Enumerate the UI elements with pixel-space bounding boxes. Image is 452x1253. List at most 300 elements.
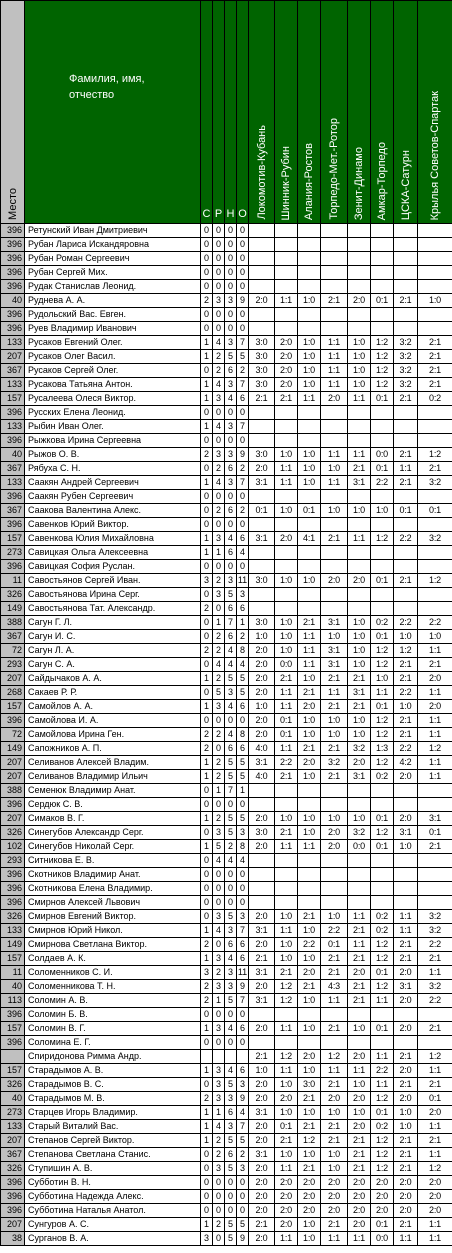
score-cell[interactable]: 1:0 bbox=[348, 812, 371, 826]
score-cell[interactable] bbox=[275, 490, 298, 504]
place-cell[interactable]: 207 bbox=[1, 350, 25, 364]
score-cell[interactable]: 1:0 bbox=[321, 462, 348, 476]
stat-o-cell[interactable]: 0 bbox=[237, 868, 249, 882]
score-cell[interactable]: 1:1 bbox=[275, 1064, 298, 1078]
score-cell[interactable] bbox=[275, 266, 298, 280]
stat-o-cell[interactable]: 0 bbox=[237, 1176, 249, 1190]
stat-o-cell[interactable]: 11 bbox=[237, 574, 249, 588]
score-cell[interactable]: 0:1 bbox=[371, 574, 394, 588]
place-cell[interactable]: 326 bbox=[1, 1162, 25, 1176]
stat-o-cell[interactable]: 7 bbox=[237, 924, 249, 938]
stat-r-cell[interactable]: 0 bbox=[213, 406, 225, 420]
score-cell[interactable]: 2:1 bbox=[321, 1134, 348, 1148]
stat-s-cell[interactable]: 1 bbox=[201, 770, 213, 784]
score-cell[interactable]: 1:1 bbox=[321, 378, 348, 392]
score-cell[interactable]: 2:0 bbox=[249, 1176, 275, 1190]
score-cell[interactable]: 0:1 bbox=[321, 938, 348, 952]
stat-o-cell[interactable]: 2 bbox=[237, 630, 249, 644]
score-cell[interactable]: 0:0 bbox=[371, 448, 394, 462]
score-cell[interactable] bbox=[249, 434, 275, 448]
header-match-3[interactable]: Алания-Ростов bbox=[298, 1, 321, 224]
score-cell[interactable]: 2:0 bbox=[348, 1190, 371, 1204]
score-cell[interactable]: 0:1 bbox=[418, 1092, 452, 1106]
stat-o-cell[interactable]: 9 bbox=[237, 448, 249, 462]
name-cell[interactable]: Рыжов О. В. bbox=[25, 448, 201, 462]
score-cell[interactable]: 2:1 bbox=[394, 1078, 418, 1092]
score-cell[interactable] bbox=[371, 266, 394, 280]
score-cell[interactable]: 3:1 bbox=[348, 770, 371, 784]
stat-s-cell[interactable]: 0 bbox=[201, 224, 213, 238]
score-cell[interactable] bbox=[275, 518, 298, 532]
score-cell[interactable]: 1:0 bbox=[275, 1148, 298, 1162]
score-cell[interactable]: 2:1 bbox=[348, 952, 371, 966]
score-cell[interactable]: 2:0 bbox=[321, 392, 348, 406]
score-cell[interactable] bbox=[321, 252, 348, 266]
stat-r-cell[interactable]: 4 bbox=[213, 1120, 225, 1134]
place-cell[interactable]: 149 bbox=[1, 602, 25, 616]
score-cell[interactable]: 1:0 bbox=[321, 630, 348, 644]
score-cell[interactable]: 2:0 bbox=[321, 1204, 348, 1218]
place-cell[interactable]: 396 bbox=[1, 266, 25, 280]
stat-r-cell[interactable]: 2 bbox=[213, 574, 225, 588]
stat-o-cell[interactable]: 0 bbox=[237, 490, 249, 504]
score-cell[interactable]: 1:0 bbox=[298, 364, 321, 378]
score-cell[interactable]: 1:0 bbox=[275, 630, 298, 644]
score-cell[interactable] bbox=[321, 518, 348, 532]
score-cell[interactable] bbox=[249, 280, 275, 294]
score-cell[interactable]: 2:1 bbox=[298, 742, 321, 756]
score-cell[interactable]: 0:1 bbox=[418, 826, 452, 840]
stat-r-cell[interactable]: 3 bbox=[213, 294, 225, 308]
place-cell[interactable]: 133 bbox=[1, 476, 25, 490]
stat-r-cell[interactable]: 4 bbox=[213, 854, 225, 868]
name-cell[interactable]: Рубан Лариса Искандяровна bbox=[25, 238, 201, 252]
place-cell[interactable]: 396 bbox=[1, 434, 25, 448]
stat-o-cell[interactable]: 6 bbox=[237, 700, 249, 714]
score-cell[interactable]: 2:2 bbox=[298, 938, 321, 952]
name-cell[interactable]: Симаков В. Г. bbox=[25, 812, 201, 826]
stat-r-cell[interactable]: 2 bbox=[213, 1148, 225, 1162]
score-cell[interactable]: 3:1 bbox=[394, 826, 418, 840]
place-cell[interactable]: 396 bbox=[1, 224, 25, 238]
score-cell[interactable] bbox=[321, 1036, 348, 1050]
score-cell[interactable]: 3:2 bbox=[418, 980, 452, 994]
stat-n-cell[interactable]: 0 bbox=[225, 224, 237, 238]
header-stat-n[interactable]: Н bbox=[225, 1, 237, 224]
score-cell[interactable]: 2:0 bbox=[249, 910, 275, 924]
name-cell[interactable]: Сердюк С. В. bbox=[25, 798, 201, 812]
score-cell[interactable]: 2:0 bbox=[249, 294, 275, 308]
score-cell[interactable]: 2:2 bbox=[321, 924, 348, 938]
place-cell[interactable]: 396 bbox=[1, 868, 25, 882]
score-cell[interactable]: 2:1 bbox=[348, 924, 371, 938]
name-cell[interactable]: Соломин В. Г. bbox=[25, 1022, 201, 1036]
place-cell[interactable]: 72 bbox=[1, 728, 25, 742]
name-cell[interactable]: Соломенников С. И. bbox=[25, 966, 201, 980]
place-cell[interactable]: 326 bbox=[1, 826, 25, 840]
stat-r-cell[interactable]: 0 bbox=[213, 1008, 225, 1022]
score-cell[interactable]: 1:1 bbox=[275, 294, 298, 308]
score-cell[interactable] bbox=[321, 560, 348, 574]
stat-o-cell[interactable]: 9 bbox=[237, 1092, 249, 1106]
score-cell[interactable] bbox=[394, 602, 418, 616]
stat-s-cell[interactable]: 0 bbox=[201, 784, 213, 798]
score-cell[interactable]: 3:2 bbox=[348, 742, 371, 756]
score-cell[interactable]: 3:1 bbox=[249, 532, 275, 546]
stat-s-cell[interactable]: 0 bbox=[201, 1176, 213, 1190]
stat-n-cell[interactable]: 6 bbox=[225, 1148, 237, 1162]
name-cell[interactable]: Старцев Игорь Владимир. bbox=[25, 1106, 201, 1120]
stat-n-cell[interactable]: 6 bbox=[225, 462, 237, 476]
score-cell[interactable] bbox=[298, 266, 321, 280]
stat-r-cell[interactable]: 0 bbox=[213, 868, 225, 882]
score-cell[interactable] bbox=[275, 420, 298, 434]
score-cell[interactable]: 2:1 bbox=[348, 672, 371, 686]
score-cell[interactable]: 1:2 bbox=[371, 756, 394, 770]
place-cell[interactable]: 326 bbox=[1, 1078, 25, 1092]
score-cell[interactable]: 2:0 bbox=[418, 1106, 452, 1120]
score-cell[interactable] bbox=[321, 896, 348, 910]
stat-o-cell[interactable]: 9 bbox=[237, 980, 249, 994]
stat-s-cell[interactable] bbox=[201, 1050, 213, 1064]
score-cell[interactable] bbox=[249, 308, 275, 322]
stat-o-cell[interactable]: 2 bbox=[237, 462, 249, 476]
stat-n-cell[interactable]: 3 bbox=[225, 966, 237, 980]
stat-o-cell[interactable]: 5 bbox=[237, 770, 249, 784]
score-cell[interactable]: 2:1 bbox=[298, 1092, 321, 1106]
score-cell[interactable]: 2:1 bbox=[321, 1022, 348, 1036]
stat-n-cell[interactable]: 6 bbox=[225, 938, 237, 952]
stat-r-cell[interactable]: 2 bbox=[213, 1134, 225, 1148]
stat-s-cell[interactable]: 0 bbox=[201, 238, 213, 252]
score-cell[interactable]: 2:1 bbox=[298, 910, 321, 924]
stat-s-cell[interactable]: 0 bbox=[201, 588, 213, 602]
name-cell[interactable]: Субботин В. Н. bbox=[25, 1176, 201, 1190]
stat-r-cell[interactable]: 2 bbox=[213, 1218, 225, 1232]
score-cell[interactable]: 1:0 bbox=[275, 1106, 298, 1120]
place-cell[interactable]: 273 bbox=[1, 1106, 25, 1120]
stat-s-cell[interactable]: 0 bbox=[201, 896, 213, 910]
score-cell[interactable] bbox=[394, 252, 418, 266]
score-cell[interactable]: 2:0 bbox=[275, 1092, 298, 1106]
score-cell[interactable]: 1:0 bbox=[298, 826, 321, 840]
score-cell[interactable]: 1:1 bbox=[371, 1050, 394, 1064]
header-match-5[interactable]: Зенит-Динамо bbox=[348, 1, 371, 224]
stat-o-cell[interactable]: 4 bbox=[237, 658, 249, 672]
score-cell[interactable]: 1:1 bbox=[394, 910, 418, 924]
stat-n-cell[interactable]: 5 bbox=[225, 672, 237, 686]
header-name[interactable]: Фамилия, имя, отчество bbox=[25, 1, 201, 224]
score-cell[interactable]: 2:0 bbox=[321, 1176, 348, 1190]
stat-r-cell[interactable]: 1 bbox=[213, 546, 225, 560]
score-cell[interactable] bbox=[394, 1008, 418, 1022]
place-cell[interactable]: 40 bbox=[1, 980, 25, 994]
score-cell[interactable] bbox=[275, 546, 298, 560]
score-cell[interactable]: 1:1 bbox=[321, 336, 348, 350]
name-cell[interactable]: Савостьянов Сергей Иван. bbox=[25, 574, 201, 588]
score-cell[interactable] bbox=[348, 784, 371, 798]
stat-o-cell[interactable]: 0 bbox=[237, 308, 249, 322]
stat-r-cell[interactable]: 3 bbox=[213, 448, 225, 462]
stat-s-cell[interactable]: 0 bbox=[201, 854, 213, 868]
score-cell[interactable]: 2:1 bbox=[321, 672, 348, 686]
score-cell[interactable] bbox=[298, 406, 321, 420]
score-cell[interactable]: 2:0 bbox=[249, 1190, 275, 1204]
score-cell[interactable]: 0:1 bbox=[371, 1106, 394, 1120]
score-cell[interactable]: 2:1 bbox=[348, 700, 371, 714]
score-cell[interactable]: 0:1 bbox=[371, 812, 394, 826]
place-cell[interactable]: 293 bbox=[1, 658, 25, 672]
score-cell[interactable]: 1:0 bbox=[348, 504, 371, 518]
score-cell[interactable]: 2:1 bbox=[298, 980, 321, 994]
score-cell[interactable] bbox=[321, 420, 348, 434]
stat-r-cell[interactable]: 0 bbox=[213, 1176, 225, 1190]
stat-o-cell[interactable]: 6 bbox=[237, 392, 249, 406]
score-cell[interactable]: 3:1 bbox=[348, 686, 371, 700]
score-cell[interactable] bbox=[418, 868, 452, 882]
score-cell[interactable]: 3:1 bbox=[249, 756, 275, 770]
score-cell[interactable]: 2:0 bbox=[394, 1092, 418, 1106]
score-cell[interactable]: 3:2 bbox=[321, 756, 348, 770]
score-cell[interactable] bbox=[298, 854, 321, 868]
stat-r-cell[interactable]: 2 bbox=[213, 812, 225, 826]
name-cell[interactable]: Сагун С. А. bbox=[25, 658, 201, 672]
score-cell[interactable]: 2:1 bbox=[348, 1148, 371, 1162]
stat-n-cell[interactable]: 3 bbox=[225, 294, 237, 308]
score-cell[interactable] bbox=[348, 490, 371, 504]
score-cell[interactable] bbox=[348, 434, 371, 448]
stat-n-cell[interactable]: 6 bbox=[225, 742, 237, 756]
place-cell[interactable]: 396 bbox=[1, 714, 25, 728]
score-cell[interactable] bbox=[394, 896, 418, 910]
stat-s-cell[interactable]: 1 bbox=[201, 336, 213, 350]
score-cell[interactable]: 1:0 bbox=[298, 378, 321, 392]
score-cell[interactable] bbox=[371, 238, 394, 252]
stat-n-cell[interactable]: 3 bbox=[225, 336, 237, 350]
name-cell[interactable]: Субботина Надежда Алекс. bbox=[25, 1190, 201, 1204]
stat-n-cell[interactable]: 3 bbox=[225, 476, 237, 490]
name-cell[interactable]: Соломин Б. В. bbox=[25, 1008, 201, 1022]
score-cell[interactable] bbox=[394, 1036, 418, 1050]
score-cell[interactable]: 2:1 bbox=[394, 1162, 418, 1176]
score-cell[interactable] bbox=[275, 224, 298, 238]
place-cell[interactable]: 207 bbox=[1, 770, 25, 784]
score-cell[interactable]: 1:1 bbox=[348, 448, 371, 462]
score-cell[interactable] bbox=[275, 560, 298, 574]
score-cell[interactable]: 1:1 bbox=[321, 1232, 348, 1246]
score-cell[interactable]: 2:0 bbox=[249, 658, 275, 672]
stat-s-cell[interactable]: 0 bbox=[201, 266, 213, 280]
stat-s-cell[interactable]: 0 bbox=[201, 308, 213, 322]
stat-r-cell[interactable]: 0 bbox=[213, 1036, 225, 1050]
stat-o-cell[interactable]: 7 bbox=[237, 994, 249, 1008]
score-cell[interactable]: 1:0 bbox=[298, 294, 321, 308]
score-cell[interactable]: 2:2 bbox=[371, 1064, 394, 1078]
stat-s-cell[interactable]: 0 bbox=[201, 280, 213, 294]
place-cell[interactable]: 396 bbox=[1, 1036, 25, 1050]
score-cell[interactable] bbox=[348, 224, 371, 238]
score-cell[interactable] bbox=[348, 252, 371, 266]
score-cell[interactable] bbox=[371, 602, 394, 616]
stat-n-cell[interactable]: 5 bbox=[225, 812, 237, 826]
score-cell[interactable]: 2:0 bbox=[298, 756, 321, 770]
stat-s-cell[interactable]: 1 bbox=[201, 420, 213, 434]
score-cell[interactable]: 2:1 bbox=[394, 1218, 418, 1232]
place-cell[interactable]: 396 bbox=[1, 798, 25, 812]
score-cell[interactable]: 0:2 bbox=[371, 910, 394, 924]
stat-n-cell[interactable]: 5 bbox=[225, 1232, 237, 1246]
place-cell[interactable]: 157 bbox=[1, 952, 25, 966]
score-cell[interactable]: 1:1 bbox=[321, 448, 348, 462]
stat-r-cell[interactable]: 3 bbox=[213, 1064, 225, 1078]
stat-s-cell[interactable]: 1 bbox=[201, 1106, 213, 1120]
name-cell[interactable]: Рудольский Вас. Евген. bbox=[25, 308, 201, 322]
score-cell[interactable]: 2:1 bbox=[418, 1078, 452, 1092]
place-cell[interactable]: 11 bbox=[1, 574, 25, 588]
name-cell[interactable]: Соломенникова Т. Н. bbox=[25, 980, 201, 994]
score-cell[interactable]: 0:1 bbox=[275, 1120, 298, 1134]
name-cell[interactable]: Саакова Валентина Алекс. bbox=[25, 504, 201, 518]
stat-n-cell[interactable]: 6 bbox=[225, 602, 237, 616]
stat-s-cell[interactable]: 2 bbox=[201, 728, 213, 742]
place-cell[interactable]: 396 bbox=[1, 238, 25, 252]
name-cell[interactable]: Рыбин Иван Олег. bbox=[25, 420, 201, 434]
score-cell[interactable] bbox=[348, 868, 371, 882]
score-cell[interactable] bbox=[394, 280, 418, 294]
score-cell[interactable]: 0:1 bbox=[275, 714, 298, 728]
name-cell[interactable]: Русакова Татьяна Антон. bbox=[25, 378, 201, 392]
place-cell[interactable]: 40 bbox=[1, 448, 25, 462]
stat-o-cell[interactable]: 7 bbox=[237, 378, 249, 392]
stat-n-cell[interactable]: 5 bbox=[225, 1134, 237, 1148]
stat-n-cell[interactable]: 4 bbox=[225, 700, 237, 714]
name-cell[interactable]: Смирнов Евгений Виктор. bbox=[25, 910, 201, 924]
score-cell[interactable]: 2:1 bbox=[394, 392, 418, 406]
score-cell[interactable]: 3:0 bbox=[249, 616, 275, 630]
score-cell[interactable]: 2:1 bbox=[275, 770, 298, 784]
name-cell[interactable]: Русаков Олег Васил. bbox=[25, 350, 201, 364]
header-stat-o[interactable]: О bbox=[237, 1, 249, 224]
place-cell[interactable]: 207 bbox=[1, 672, 25, 686]
score-cell[interactable]: 1:0 bbox=[321, 728, 348, 742]
score-cell[interactable] bbox=[348, 546, 371, 560]
score-cell[interactable] bbox=[249, 406, 275, 420]
stat-o-cell[interactable]: 5 bbox=[237, 812, 249, 826]
stat-s-cell[interactable]: 0 bbox=[201, 826, 213, 840]
score-cell[interactable] bbox=[298, 238, 321, 252]
score-cell[interactable] bbox=[249, 560, 275, 574]
score-cell[interactable] bbox=[321, 308, 348, 322]
name-cell[interactable]: Сакаев Р. Р. bbox=[25, 686, 201, 700]
stat-n-cell[interactable]: 3 bbox=[225, 448, 237, 462]
score-cell[interactable]: 3:1 bbox=[321, 658, 348, 672]
score-cell[interactable]: 1:2 bbox=[371, 644, 394, 658]
score-cell[interactable]: 2:1 bbox=[249, 1050, 275, 1064]
stat-r-cell[interactable]: 0 bbox=[213, 1232, 225, 1246]
score-cell[interactable]: 2:1 bbox=[394, 294, 418, 308]
stat-n-cell[interactable]: 4 bbox=[225, 728, 237, 742]
score-cell[interactable] bbox=[371, 322, 394, 336]
stat-o-cell[interactable]: 0 bbox=[237, 896, 249, 910]
stat-s-cell[interactable]: 1 bbox=[201, 546, 213, 560]
score-cell[interactable]: 2:1 bbox=[298, 686, 321, 700]
stat-n-cell[interactable]: 5 bbox=[225, 756, 237, 770]
stat-r-cell[interactable]: 3 bbox=[213, 980, 225, 994]
score-cell[interactable]: 2:1 bbox=[249, 392, 275, 406]
score-cell[interactable] bbox=[275, 322, 298, 336]
score-cell[interactable]: 3:1 bbox=[348, 476, 371, 490]
place-cell[interactable]: 268 bbox=[1, 686, 25, 700]
score-cell[interactable]: 1:0 bbox=[348, 616, 371, 630]
score-cell[interactable] bbox=[418, 784, 452, 798]
stat-n-cell[interactable]: 6 bbox=[225, 630, 237, 644]
score-cell[interactable]: 1:0 bbox=[394, 700, 418, 714]
stat-s-cell[interactable]: 1 bbox=[201, 924, 213, 938]
score-cell[interactable] bbox=[394, 406, 418, 420]
stat-n-cell[interactable]: 5 bbox=[225, 1218, 237, 1232]
score-cell[interactable]: 2:0 bbox=[348, 756, 371, 770]
stat-o-cell[interactable]: 2 bbox=[237, 364, 249, 378]
score-cell[interactable]: 2:1 bbox=[394, 1148, 418, 1162]
score-cell[interactable] bbox=[321, 854, 348, 868]
score-cell[interactable]: 2:2 bbox=[418, 938, 452, 952]
stat-n-cell[interactable]: 0 bbox=[225, 1176, 237, 1190]
stat-r-cell[interactable]: 2 bbox=[213, 728, 225, 742]
score-cell[interactable]: 2:1 bbox=[275, 672, 298, 686]
score-cell[interactable] bbox=[275, 252, 298, 266]
score-cell[interactable]: 1:0 bbox=[275, 938, 298, 952]
stat-n-cell[interactable]: 0 bbox=[225, 1008, 237, 1022]
score-cell[interactable]: 2:0 bbox=[348, 1092, 371, 1106]
score-cell[interactable]: 1:1 bbox=[348, 938, 371, 952]
score-cell[interactable]: 1:1 bbox=[298, 392, 321, 406]
score-cell[interactable]: 4:1 bbox=[298, 532, 321, 546]
stat-o-cell[interactable]: 5 bbox=[237, 672, 249, 686]
stat-s-cell[interactable]: 2 bbox=[201, 980, 213, 994]
score-cell[interactable]: 2:0 bbox=[249, 462, 275, 476]
stat-r-cell[interactable]: 2 bbox=[213, 966, 225, 980]
name-cell[interactable]: Сунгуров А. С. bbox=[25, 1218, 201, 1232]
stat-o-cell[interactable]: 6 bbox=[237, 1022, 249, 1036]
name-cell[interactable]: Ситникова Е. В. bbox=[25, 854, 201, 868]
score-cell[interactable]: 3:2 bbox=[394, 364, 418, 378]
score-cell[interactable]: 2:1 bbox=[394, 574, 418, 588]
stat-s-cell[interactable]: 2 bbox=[201, 448, 213, 462]
stat-n-cell[interactable]: 3 bbox=[225, 378, 237, 392]
score-cell[interactable]: 2:0 bbox=[321, 574, 348, 588]
stat-n-cell[interactable]: 0 bbox=[225, 406, 237, 420]
score-cell[interactable]: 1:1 bbox=[418, 728, 452, 742]
score-cell[interactable] bbox=[348, 896, 371, 910]
score-cell[interactable] bbox=[275, 798, 298, 812]
stat-r-cell[interactable]: 0 bbox=[213, 308, 225, 322]
score-cell[interactable]: 2:0 bbox=[275, 1190, 298, 1204]
stat-o-cell[interactable]: 2 bbox=[237, 1148, 249, 1162]
header-match-4[interactable]: Торпедо-Мет.-Ротор bbox=[321, 1, 348, 224]
stat-o-cell[interactable]: 7 bbox=[237, 420, 249, 434]
name-cell[interactable]: Русалеева Олеся Виктор. bbox=[25, 392, 201, 406]
stat-r-cell[interactable]: 2 bbox=[213, 770, 225, 784]
stat-r-cell[interactable]: 3 bbox=[213, 1078, 225, 1092]
score-cell[interactable]: 1:2 bbox=[371, 1162, 394, 1176]
score-cell[interactable]: 0:0 bbox=[348, 840, 371, 854]
score-cell[interactable]: 2:0 bbox=[249, 812, 275, 826]
place-cell[interactable]: 388 bbox=[1, 616, 25, 630]
score-cell[interactable]: 1:2 bbox=[371, 938, 394, 952]
stat-n-cell[interactable]: 0 bbox=[225, 490, 237, 504]
score-cell[interactable]: 2:1 bbox=[249, 952, 275, 966]
header-stat-s[interactable]: С bbox=[201, 1, 213, 224]
